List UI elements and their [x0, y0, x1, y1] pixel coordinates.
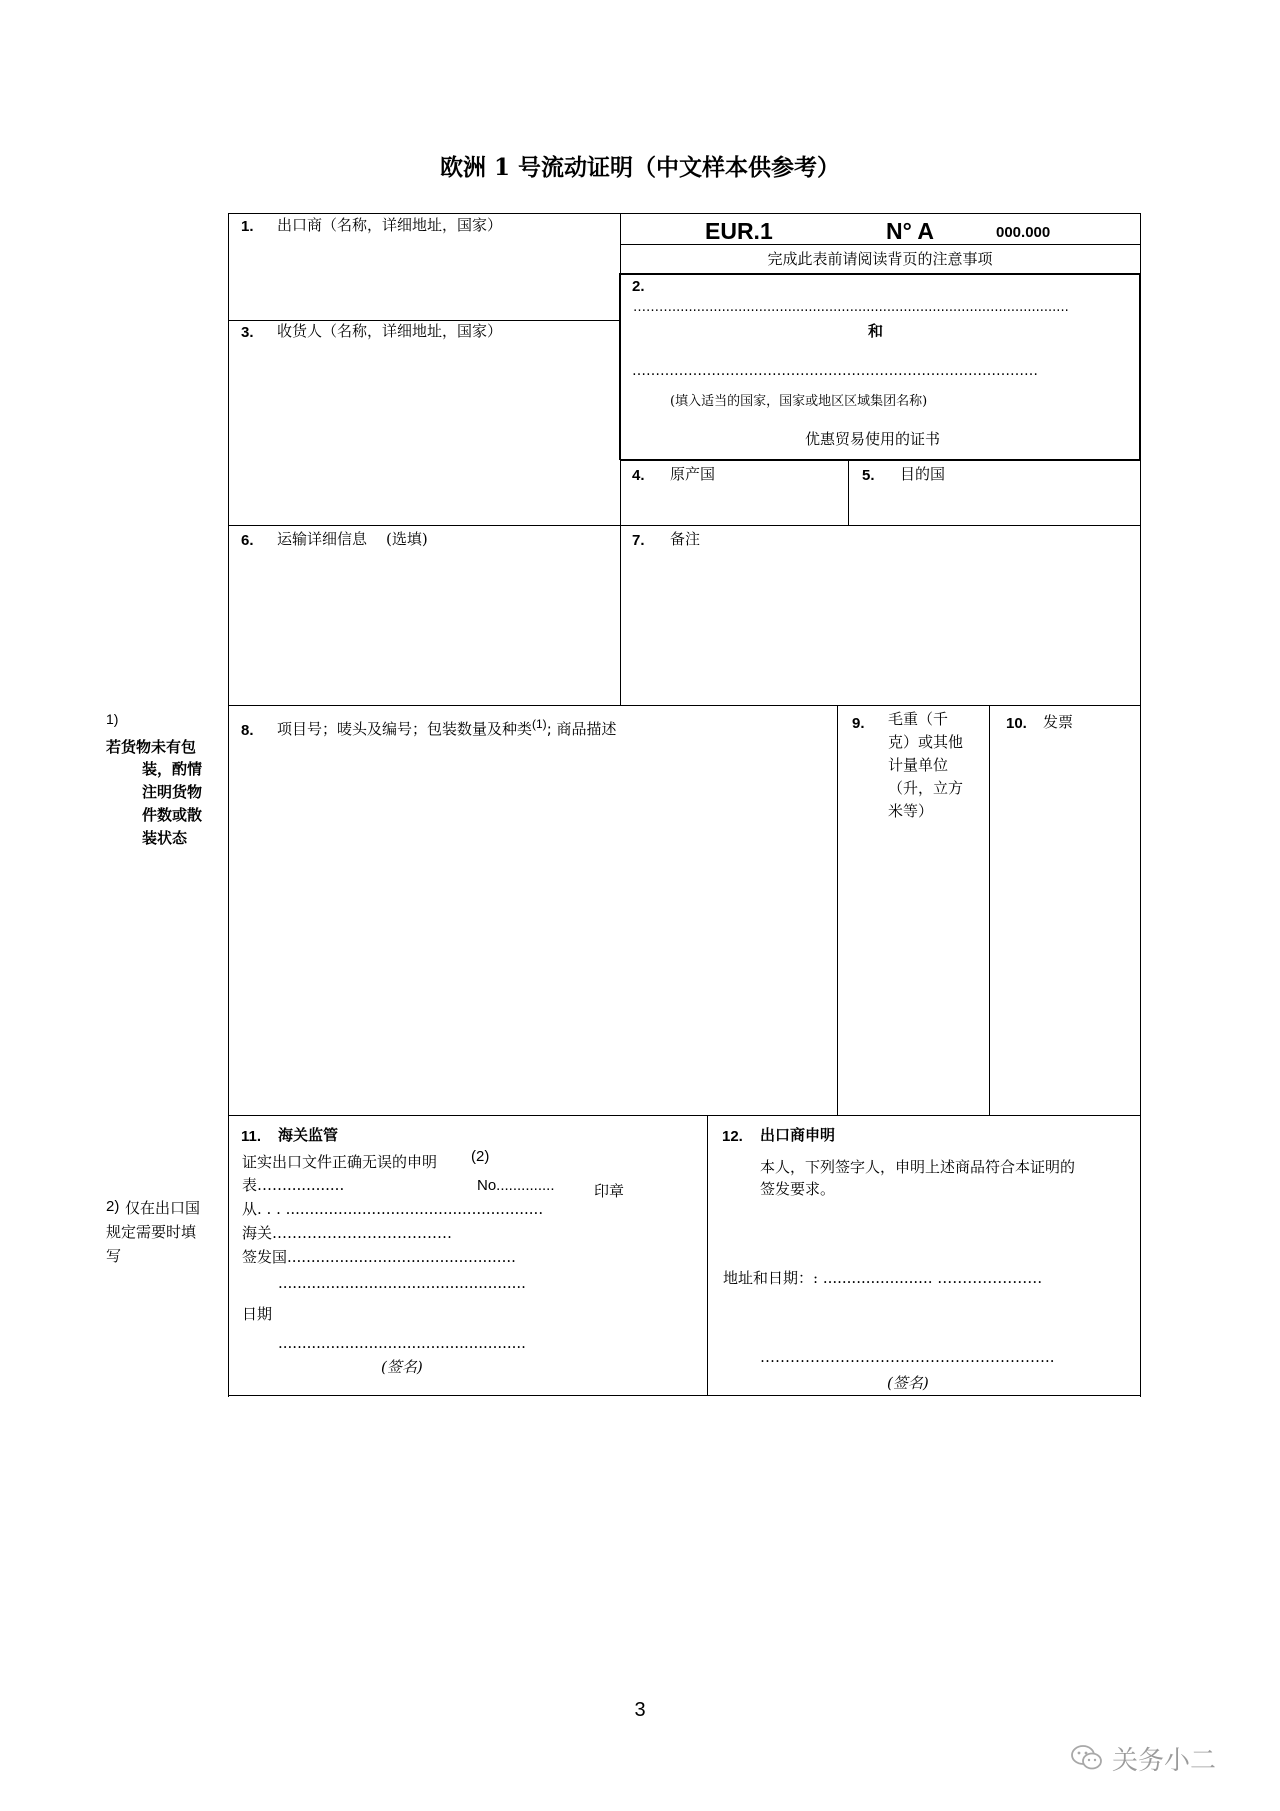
footnote-1-body — [142, 758, 202, 850]
watermark — [1070, 1738, 1216, 1778]
footnote-1-line: 装状态 — [142, 829, 188, 847]
serial-prefix: N° A — [886, 218, 934, 244]
watermark-text: 关务小二 — [1112, 1745, 1217, 1776]
box-2-dots-2: …………………………………………………………………………… — [632, 363, 1038, 379]
box-12-signature: (签名) — [887, 1374, 929, 1392]
box-12-number: 12. — [722, 1128, 743, 1145]
box-2-hint: (填入适当的国家，国家或地区区域集团名称) — [670, 394, 928, 409]
box-11-stamp: 印章 — [594, 1182, 625, 1200]
footnote-1-line: 注明货物 — [142, 783, 203, 801]
box-9-number: 9. — [852, 715, 865, 732]
footnote-2-ref: 2) — [106, 1198, 120, 1215]
box-9-label — [888, 708, 963, 823]
box-2-dots-1: ………................................................................................................ — [633, 300, 1069, 315]
box-2-footer: 优惠贸易使用的证书 — [805, 430, 941, 448]
box-11-line-1: 证实出口文件正确无误的申明 — [242, 1153, 438, 1171]
box-12-declaration-1: 本人，下列签字人，申明上述商品符合本证明的 — [760, 1158, 1076, 1176]
footnote-2-line: 写 — [106, 1247, 122, 1265]
box-1-label: 出口商 — [277, 216, 323, 234]
box-11-number: 11. — [241, 1128, 262, 1145]
instruction-text: 完成此表前请阅读背页的注意事项 — [767, 250, 993, 268]
box-9-line: 计量单位 — [888, 756, 949, 774]
box-10-label: 发票 — [1043, 713, 1074, 731]
box-11-label: 海关监管 — [278, 1126, 339, 1144]
box-4-number: 4. — [632, 467, 645, 484]
box-7-label: 备注 — [670, 530, 701, 548]
box-11-line-2: 表……............ — [242, 1176, 345, 1194]
box-5-label: 目的国 — [900, 465, 946, 483]
box-12-label: 出口商申明 — [760, 1126, 836, 1144]
box-11-line-3: 从. . . ...................................................... — [242, 1200, 544, 1218]
box-11-line-4: 海关……………………………… — [242, 1224, 453, 1242]
box-8-number: 8. — [241, 722, 254, 739]
box-11-footnote-ref: (2) — [471, 1148, 490, 1165]
box-11-line-5: 签发国................................................ — [242, 1248, 516, 1266]
form-code: EUR.1 — [705, 218, 773, 244]
box-12-address-date: 地址和日期：: ....................... ………………… — [723, 1269, 1043, 1287]
box-6-label: 运输详细信息 — [277, 530, 368, 548]
box-12-sign-line: ………………………………………………….. — [760, 1348, 1055, 1366]
box-2-number: 2. — [632, 278, 645, 295]
serial-number: 000.000 — [996, 224, 1051, 241]
footnote-1-ref: 1) — [106, 711, 119, 727]
box-5-number: 5. — [862, 467, 875, 484]
document-title: 欧洲 1 号流动证明（中文样本供参考） — [439, 154, 841, 181]
box-8-label — [277, 718, 617, 737]
box-3-hint: （名称，详细地址，国家） — [322, 322, 503, 340]
box-7-number: 7. — [632, 532, 645, 549]
box-10-number: 10. — [1006, 715, 1027, 732]
box-9-line: 克）或其他 — [888, 733, 964, 751]
box-9-line: 毛重（千 — [888, 710, 949, 728]
box-2-and: 和 — [868, 322, 884, 340]
box-8-label-a: 项目号；唛头及编号；包装数量及种类 — [277, 720, 533, 738]
box-6-hint: (选填) — [386, 530, 428, 548]
page-number: 3 — [634, 1699, 646, 1721]
box-9-line: 米等） — [888, 802, 934, 820]
box-4-label: 原产国 — [670, 465, 716, 483]
box-3-label: 收货人 — [277, 322, 323, 340]
footnote-1-line: 件数或散 — [142, 806, 203, 824]
box-11-date-label: 日期 — [242, 1305, 273, 1323]
footnote-2-line: 仅在出口国 — [125, 1199, 201, 1217]
box-8-footnote-ref: (1) — [532, 717, 547, 731]
box-9-line: （升，立方 — [888, 779, 964, 797]
box-1-hint: （名称，详细地址，国家） — [322, 216, 503, 234]
box-11-no-label: No.............. — [477, 1177, 555, 1194]
box-6-number: 6. — [241, 532, 254, 549]
box-1-number: 1. — [241, 218, 254, 235]
wechat-icon — [1070, 1744, 1104, 1772]
footnote-1-line: 若货物未有包 — [106, 738, 197, 756]
box-8-label-b: ; 商品描述 — [546, 720, 617, 738]
box-12-declaration-2: 签发要求。 — [760, 1180, 836, 1198]
box-11-line-6: .................................................... — [278, 1274, 526, 1292]
footnote-2-line: 规定需要时填 — [106, 1223, 197, 1241]
box-3-number: 3. — [241, 324, 254, 341]
box-11-signature: (签名) — [381, 1358, 423, 1376]
box-11-line-7: .................................................... — [278, 1334, 526, 1352]
footnote-1-line: 装，酌情 — [142, 760, 203, 778]
